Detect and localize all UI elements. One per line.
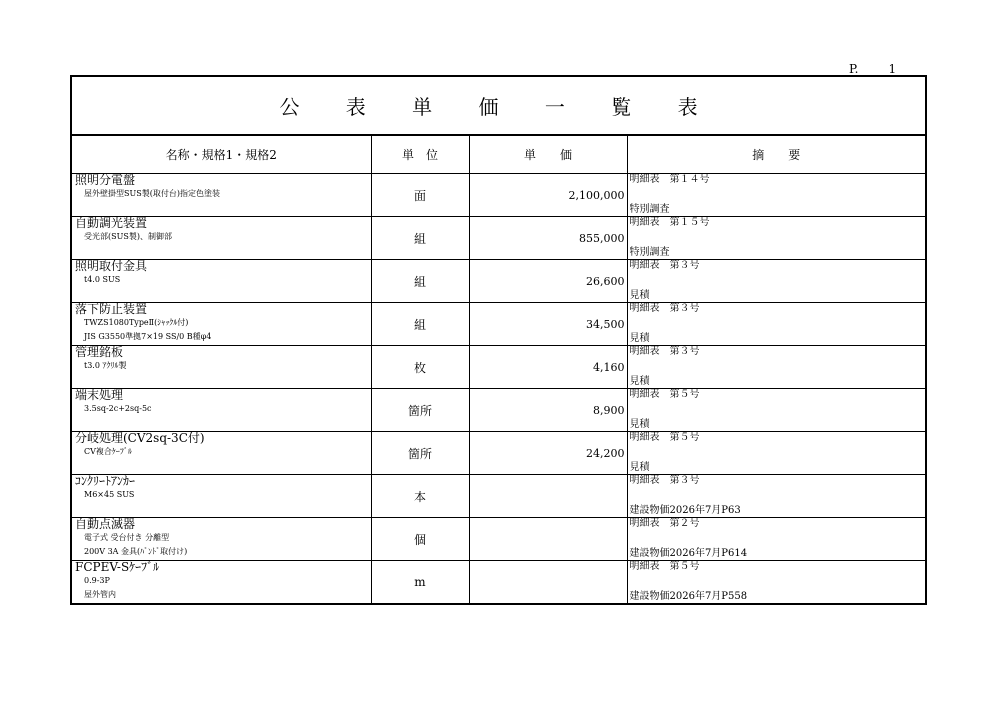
item-note-cell	[627, 174, 926, 217]
price-list-sheet	[70, 75, 925, 605]
item-name-cell	[71, 518, 371, 561]
item-unit: 箇所	[371, 432, 469, 475]
item-unit: 組	[371, 260, 469, 303]
item-price: 24,200	[469, 432, 627, 475]
item-note-top: 明細表 第５号	[629, 432, 700, 443]
item-note-top: 明細表 第１４号	[629, 174, 710, 185]
item-name-cell	[71, 260, 371, 303]
item-name: 分岐処理(CV2sq-3C付)	[75, 431, 205, 445]
item-spec2: 200V 3A 金具(ﾊﾞﾝﾄﾞ取付け)	[84, 547, 188, 556]
item-price	[469, 561, 627, 605]
header-price: 単 価	[469, 135, 627, 174]
item-unit: 組	[371, 303, 469, 346]
item-price: 26,600	[469, 260, 627, 303]
item-note-cell	[627, 432, 926, 475]
item-spec1: TWZS1080TypeⅡ(ｼｬｯｸﾙ付)	[84, 318, 189, 327]
item-note-cell	[627, 303, 926, 346]
item-note-cell	[627, 389, 926, 432]
item-note-bottom: 特別調査	[629, 247, 670, 258]
header-unit: 単 位	[371, 135, 469, 174]
item-spec1: t3.0 ｱｸﾘﾙ製	[84, 361, 127, 370]
item-note-top: 明細表 第３号	[629, 346, 700, 357]
table-row	[71, 389, 926, 432]
item-unit: 本	[371, 475, 469, 518]
table-row	[71, 346, 926, 389]
item-name: 照明取付金具	[75, 259, 148, 273]
item-note-cell	[627, 346, 926, 389]
item-spec1: 受光部(SUS製)、制御部	[84, 232, 172, 241]
item-note-cell	[627, 260, 926, 303]
page-num: 1	[888, 62, 897, 76]
item-unit: 個	[371, 518, 469, 561]
item-unit: m	[371, 561, 469, 605]
item-spec1: t4.0 SUS	[84, 275, 121, 284]
item-note-top: 明細表 第３号	[629, 475, 700, 486]
item-spec1: 屋外壁掛型SUS製(取付台)指定色塗装	[84, 189, 220, 198]
item-note-cell	[627, 518, 926, 561]
item-name: FCPEV-Sｹｰﾌﾞﾙ	[75, 560, 160, 574]
item-name: ｺﾝｸﾘｰﾄｱﾝｶｰ	[75, 474, 136, 488]
item-name-cell	[71, 217, 371, 260]
item-note-bottom: 見積	[629, 462, 650, 473]
item-note-bottom: 見積	[629, 333, 650, 344]
page-number	[849, 62, 896, 76]
item-name-cell	[71, 561, 371, 605]
item-name-cell	[71, 303, 371, 346]
item-spec1: M6×45 SUS	[84, 490, 135, 499]
item-spec2: JIS G3550準拠7×19 SS/0 B種φ4	[84, 332, 212, 341]
item-note-bottom: 建設物価2026年7月P558	[629, 591, 748, 602]
item-name-cell	[71, 389, 371, 432]
item-spec1: 0.9-3P	[84, 576, 110, 585]
item-unit: 面	[371, 174, 469, 217]
item-note-bottom: 特別調査	[629, 204, 670, 215]
price-table	[70, 75, 927, 605]
header-name: 名称・規格1・規格2	[71, 135, 371, 174]
item-note-top: 明細表 第３号	[629, 260, 700, 271]
item-spec1: CV複合ｹｰﾌﾞﾙ	[84, 447, 132, 456]
item-note-bottom: 見積	[629, 290, 650, 301]
table-row	[71, 260, 926, 303]
item-price	[469, 518, 627, 561]
item-name-cell	[71, 475, 371, 518]
table-row	[71, 518, 926, 561]
item-note-cell	[627, 561, 926, 605]
item-note-top: 明細表 第５号	[629, 389, 700, 400]
item-name: 管理銘板	[75, 345, 124, 359]
table-row	[71, 217, 926, 260]
table-row	[71, 561, 926, 605]
item-spec2: 屋外管内	[84, 590, 116, 599]
item-note-bottom: 建設物価2026年7月P614	[629, 548, 748, 559]
table-row	[71, 174, 926, 217]
item-price	[469, 475, 627, 518]
item-note-bottom: 建設物価2026年7月P63	[629, 505, 741, 516]
item-name: 照明分電盤	[75, 173, 136, 187]
page-title: 公 表 単 価 一 覧 表	[71, 76, 926, 135]
item-price: 2,100,000	[469, 174, 627, 217]
item-price: 8,900	[469, 389, 627, 432]
item-note-top: 明細表 第２号	[629, 518, 700, 529]
item-price: 4,160	[469, 346, 627, 389]
table-row	[71, 303, 926, 346]
item-note-bottom: 見積	[629, 376, 650, 387]
table-row	[71, 432, 926, 475]
table-row	[71, 475, 926, 518]
item-note-bottom: 見積	[629, 419, 650, 430]
item-note-cell	[627, 217, 926, 260]
header-note: 摘 要	[627, 135, 926, 174]
item-name: 落下防止装置	[75, 302, 148, 316]
item-unit: 箇所	[371, 389, 469, 432]
item-name-cell	[71, 174, 371, 217]
item-price: 34,500	[469, 303, 627, 346]
table-body	[71, 174, 926, 605]
item-name: 自動調光装置	[75, 216, 148, 230]
item-name-cell	[71, 432, 371, 475]
item-name-cell	[71, 346, 371, 389]
item-price: 855,000	[469, 217, 627, 260]
item-spec1: 3.5sq-2c+2sq-5c	[84, 404, 152, 413]
item-note-cell	[627, 475, 926, 518]
item-note-top: 明細表 第１５号	[629, 217, 710, 228]
item-name: 端末処理	[75, 388, 124, 402]
item-unit: 組	[371, 217, 469, 260]
item-name: 自動点滅器	[75, 517, 136, 531]
item-note-top: 明細表 第５号	[629, 561, 700, 572]
item-note-top: 明細表 第３号	[629, 303, 700, 314]
item-unit: 枚	[371, 346, 469, 389]
page-prefix: P.	[849, 62, 859, 76]
table-header	[71, 135, 926, 174]
item-spec1: 電子式 受台付き 分離型	[84, 533, 170, 542]
